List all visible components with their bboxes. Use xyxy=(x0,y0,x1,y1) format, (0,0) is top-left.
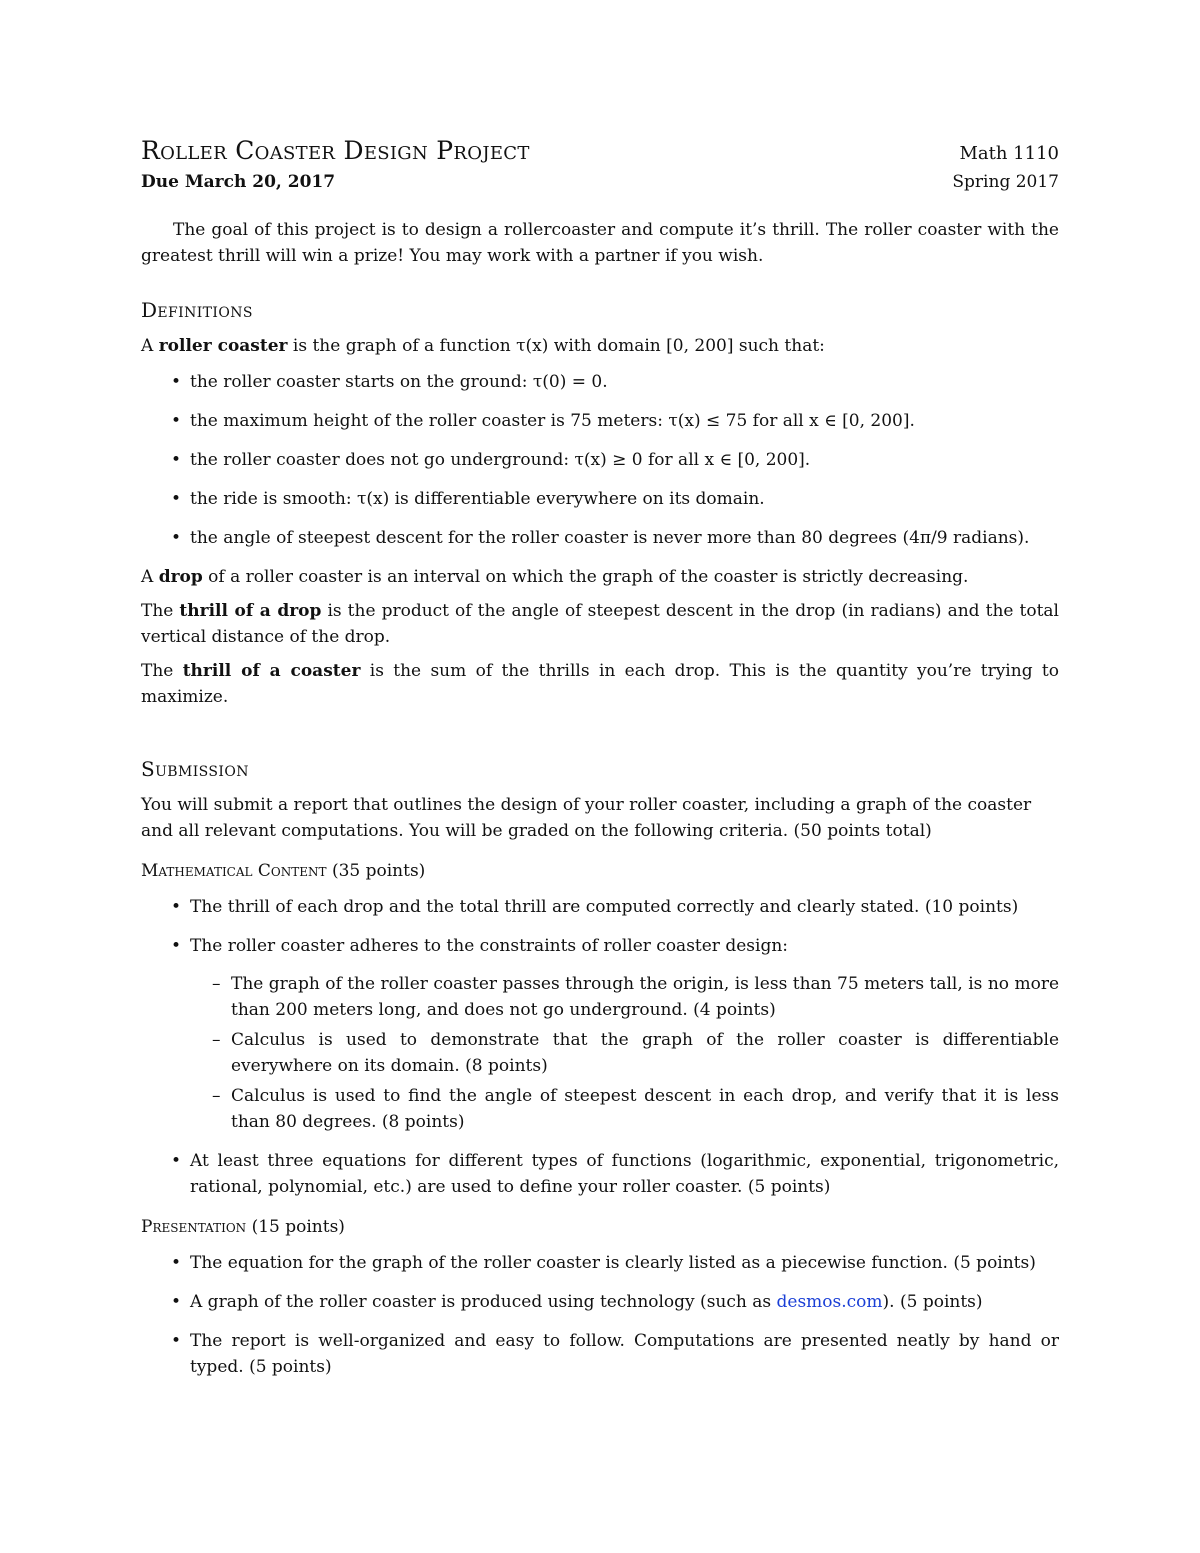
sublist-item xyxy=(190,1083,1059,1135)
def-term: roller coaster xyxy=(158,336,288,356)
list-item-text: ). (5 points) xyxy=(882,1292,983,1312)
list-item xyxy=(141,894,1059,920)
sublist-item xyxy=(190,1027,1059,1079)
bullet-icon: • xyxy=(171,450,182,470)
course-label: Math 1110 xyxy=(959,143,1059,164)
list-item-text: the maximum height of the roller coaster is 75 meters: τ(x) ≤ 75 for all x ∈ [0, 200]. xyxy=(190,411,915,431)
def-article: The xyxy=(141,661,183,681)
presentation-heading xyxy=(141,1214,1059,1240)
list-item-text: At least three equations for different types of functions (logarithmic, exponential, trigonometric, rational, polynomial, etc.) are used to define your roller coaster. (5 points) xyxy=(190,1151,1059,1197)
presentation-list xyxy=(141,1250,1059,1380)
list-item-text: the roller coaster starts on the ground: τ(0) = 0. xyxy=(190,372,608,392)
list-item xyxy=(141,1289,1059,1315)
list-item-text: the roller coaster does not go underground: τ(x) ≥ 0 for all x ∈ [0, 200]. xyxy=(190,450,811,470)
sublist-item-text: Calculus is used to find the angle of steepest descent in each drop, and verify that it is less than 80 degrees. (8 points) xyxy=(231,1086,1059,1132)
document-title: Roller Coaster Design Project xyxy=(141,136,530,165)
list-item xyxy=(141,1250,1059,1276)
list-item xyxy=(141,486,1059,512)
bullet-icon: • xyxy=(171,1331,182,1351)
list-item-text: The report is well-organized and easy to follow. Computations are presented neatly by hand or typed. (5 points) xyxy=(190,1331,1059,1377)
def-article: The xyxy=(141,601,180,621)
def-term: thrill of a coaster xyxy=(182,661,361,681)
sublist-item xyxy=(190,971,1059,1023)
intro-paragraph: The goal of this project is to design a rollercoaster and compute it’s thrill. The roller coaster with the greatest thrill will win a prize! You may work with a partner if you wish. xyxy=(141,220,1059,266)
subheading-points: (35 points) xyxy=(331,861,426,881)
bullet-icon: • xyxy=(171,1292,182,1312)
list-item-text: The equation for the graph of the roller coaster is clearly listed as a piecewise function. (5 points) xyxy=(190,1253,1036,1273)
submission-intro: You will submit a report that outlines the design of your roller coaster, including a graph of the coaster and all relevant computations. You will be graded on the following criteria. (50 points total) xyxy=(141,795,1032,841)
list-item-text: The roller coaster adheres to the constraints of roller coaster design: xyxy=(190,936,788,956)
list-item xyxy=(141,933,1059,1135)
header-row-2 xyxy=(141,169,1059,195)
header-row xyxy=(141,138,1059,167)
sublist-item-text: Calculus is used to demonstrate that the graph of the roller coaster is differentiable everywhere on its domain. (8 points) xyxy=(231,1030,1059,1076)
list-item xyxy=(141,369,1059,395)
bullet-icon: • xyxy=(171,897,182,917)
def-term: drop xyxy=(158,567,203,587)
bullet-icon: • xyxy=(171,489,182,509)
math-content-list xyxy=(141,894,1059,1200)
dash-icon: – xyxy=(212,1086,221,1106)
submission-heading: Submission xyxy=(141,757,249,781)
sublist-item-text: The graph of the roller coaster passes through the origin, is less than 75 meters tall, is no more than 200 meters long, and does not go underground. (4 points) xyxy=(231,974,1059,1020)
def-text: is the product of the angle of steepest descent in the drop (in radians) and the total vertical distance of the drop. xyxy=(141,601,1059,647)
math-content-heading xyxy=(141,858,1059,884)
list-item-text: A graph of the roller coaster is produced using technology (such as xyxy=(190,1292,777,1312)
bullet-icon: • xyxy=(171,936,182,956)
roller-coaster-definition xyxy=(141,333,1059,359)
list-item xyxy=(141,525,1059,551)
bullet-icon: • xyxy=(171,372,182,392)
list-item xyxy=(141,1148,1059,1200)
document-page xyxy=(141,138,1059,1393)
thrill-of-drop-definition xyxy=(141,598,1059,650)
constraints-sublist xyxy=(190,971,1059,1135)
subheading-points: (15 points) xyxy=(251,1217,345,1237)
conditions-list xyxy=(141,369,1059,551)
def-text: is the sum of the thrills in each drop. This is the quantity you’re trying to maximize. xyxy=(141,661,1059,707)
list-item xyxy=(141,447,1059,473)
bullet-icon: • xyxy=(171,528,182,548)
term-label: Spring 2017 xyxy=(952,172,1059,192)
def-text: is the graph of a function τ(x) with domain [0, 200] such that: xyxy=(287,336,825,356)
subheading-text: Mathematical Content xyxy=(141,861,327,881)
definitions-heading: Definitions xyxy=(141,298,253,322)
dash-icon: – xyxy=(212,1030,221,1050)
def-text: of a roller coaster is an interval on which the graph of the coaster is strictly decreasing. xyxy=(202,567,969,587)
desmos-link[interactable]: desmos.com xyxy=(776,1292,883,1312)
list-item-text: The thrill of each drop and the total thrill are computed correctly and clearly stated. (10 points) xyxy=(190,897,1019,917)
bullet-icon: • xyxy=(171,1253,182,1273)
list-item xyxy=(141,408,1059,434)
def-article: A xyxy=(141,336,159,356)
def-article: A xyxy=(141,567,159,587)
thrill-of-coaster-definition xyxy=(141,658,1059,710)
bullet-icon: • xyxy=(171,1151,182,1171)
dash-icon: – xyxy=(212,974,221,994)
def-term: thrill of a drop xyxy=(179,601,322,621)
list-item-text: the ride is smooth: τ(x) is differentiable everywhere on its domain. xyxy=(190,489,765,509)
bullet-icon: • xyxy=(171,411,182,431)
list-item-text: the angle of steepest descent for the roller coaster is never more than 80 degrees (4π/9 radians). xyxy=(190,528,1030,548)
subheading-text: Presentation xyxy=(141,1217,247,1237)
drop-definition xyxy=(141,564,1059,590)
due-date: Due March 20, 2017 xyxy=(141,172,336,192)
list-item xyxy=(141,1328,1059,1380)
